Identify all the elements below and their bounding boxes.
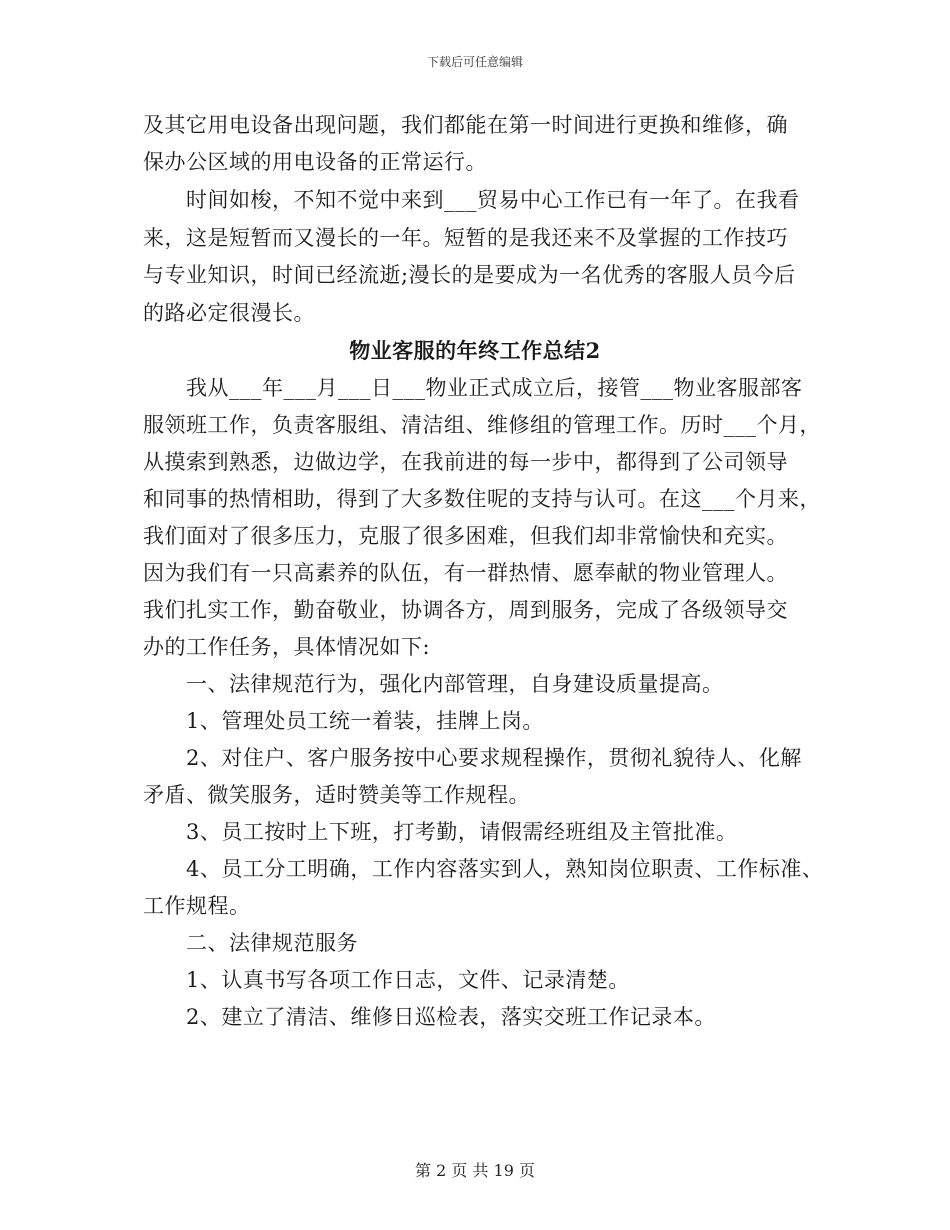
page-number: 第 2 页 共 19 页 [415, 1161, 535, 1180]
paragraph-line: 一、法律规范行为，强化内部管理，自身建设质量提高。 [143, 672, 724, 696]
paragraph-line: 及其它用电设备出现问题，我们都能在第一时间进行更换和维修，确 [143, 113, 788, 137]
paragraph-line: 因为我们有一只高素养的队伍，有一群热情、愿奉献的物业管理人。 [143, 561, 788, 585]
paragraph-line: 从摸索到熟悉，边做边学，在我前进的每一步中，都得到了公司领导 [143, 450, 788, 474]
paragraph-line: 时间如梭，不知不觉中来到___贸易中心工作已有一年了。在我看 [143, 188, 800, 212]
paragraph-line: 3、员工按时上下班，打考勤，请假需经班组及主管批准。 [143, 820, 738, 844]
paragraph-line: 的路必定很漫长。 [143, 301, 315, 325]
paragraph-line: 1、认真书写各项工作日志，文件、记录清楚。 [143, 968, 630, 992]
page-header-note: 下载后可任意编辑 [426, 55, 523, 69]
paragraph-line: 服领班工作，负责客服组、清洁组、维修组的管理工作。历时___个月， [143, 413, 821, 437]
paragraph-line: 办的工作任务，具体情况如下: [143, 635, 431, 659]
section-title: 物业客服的年终工作总结2 [349, 338, 601, 363]
paragraph-line: 工作规程。 [143, 894, 251, 918]
paragraph-line: 2、对住户、客户服务按中心要求规程操作，贯彻礼貌待人、化解 [143, 746, 802, 770]
paragraph-line: 和同事的热情相助，得到了大多数住呢的支持与认可。在这___个月来， [143, 487, 821, 511]
paragraph-line: 与专业知识，时间已经流逝;漫长的是要成为一名优秀的客服人员今后 [143, 263, 796, 287]
paragraph-line: 保办公区域的用电设备的正常运行。 [143, 150, 487, 174]
paragraph-line: 我们面对了很多压力，克服了很多困难，但我们却非常愉快和充实。 [143, 524, 788, 548]
paragraph-line: 矛盾、微笑服务，适时赞美等工作规程。 [143, 783, 530, 807]
paragraph-line: 二、法律规范服务 [143, 931, 358, 955]
paragraph-line: 来，这是短暂而又漫长的一年。短暂的是我还来不及掌握的工作技巧 [143, 226, 788, 250]
paragraph-line: 1、管理处员工统一着装，挂牌上岗。 [143, 709, 544, 733]
paragraph-line: 我从___年___月___日___物业正式成立后，接管___物业客服部客 [143, 376, 803, 400]
paragraph-line: 4、员工分工明确，工作内容落实到人，熟知岗位职责、工作标准、 [143, 857, 824, 881]
paragraph-line: 2、建立了清洁、维修日巡检表，落实交班工作记录本。 [143, 1005, 716, 1029]
paragraph-line: 我们扎实工作，勤奋敬业，协调各方，周到服务，完成了各级领导交 [143, 598, 788, 622]
